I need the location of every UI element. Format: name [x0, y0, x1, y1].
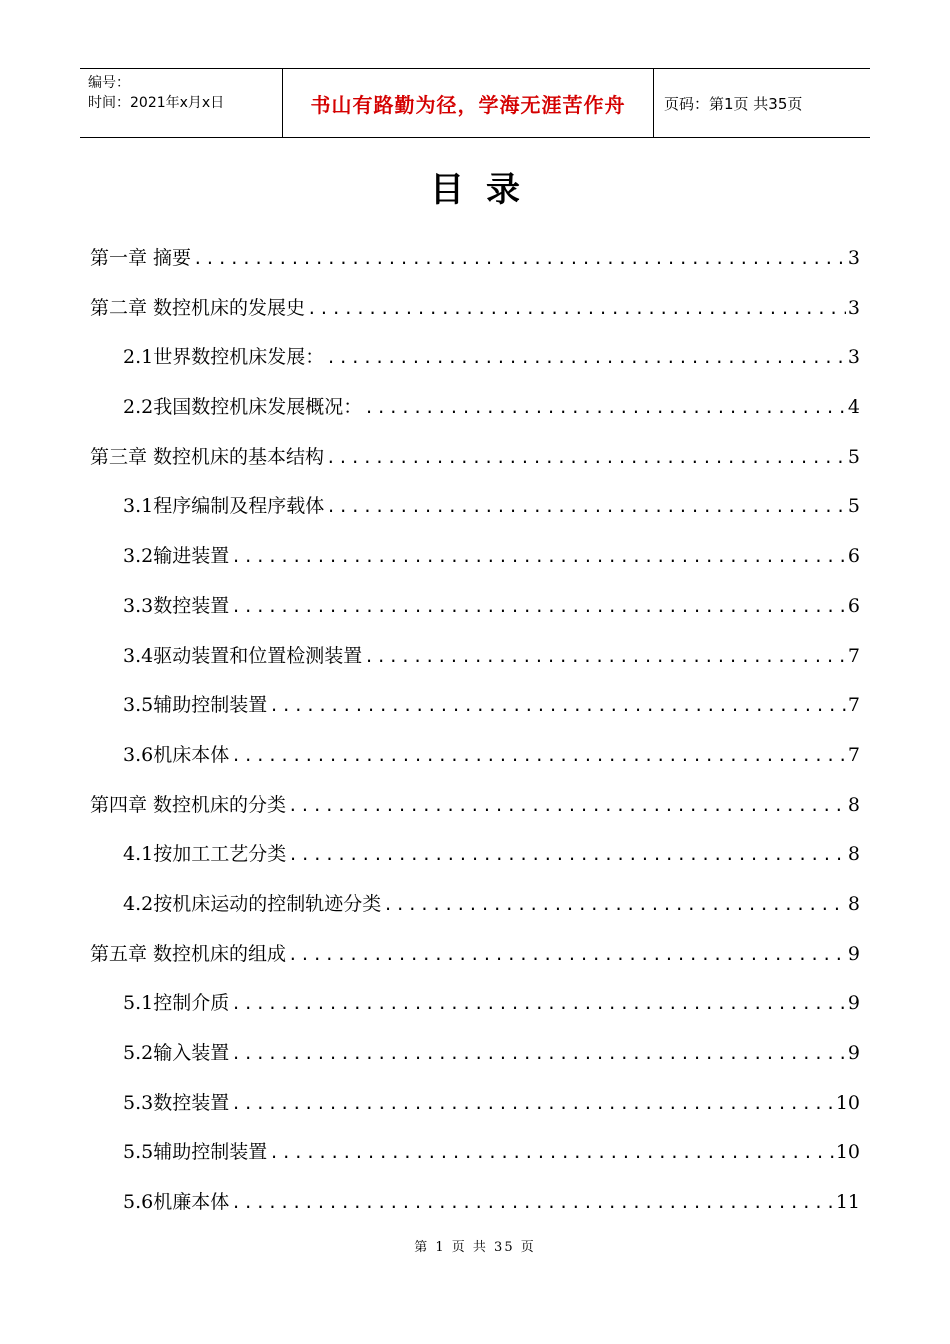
toc-entry[interactable]	[90, 783, 860, 833]
toc-leader-dots	[326, 436, 846, 480]
toc-entry[interactable]	[90, 286, 860, 336]
toc-entry-page-number: 8	[847, 843, 860, 866]
toc-entry[interactable]	[90, 1180, 860, 1230]
page-title: 目录	[430, 170, 542, 210]
toc-leader-dots	[231, 585, 846, 629]
toc-entry-page-number: 9	[847, 992, 860, 1015]
toc-entry[interactable]	[90, 335, 860, 385]
toc-entry-page-number: 6	[847, 594, 860, 617]
toc-entry[interactable]	[90, 981, 860, 1031]
toc-leader-dots	[231, 982, 846, 1026]
toc-entry[interactable]	[90, 435, 860, 485]
toc-entry-page-number: 4	[847, 396, 860, 419]
toc-entry[interactable]	[90, 534, 860, 584]
toc-leader-dots	[231, 734, 846, 778]
toc-entry-label: 5.2输入装置	[123, 1042, 230, 1064]
toc-entry-page-number: 3	[847, 296, 860, 319]
toc-leader-dots	[269, 1131, 834, 1175]
toc-leader-dots	[231, 1082, 834, 1126]
toc-entry-label: 第二章 数控机床的发展史	[90, 296, 306, 319]
toc-entry-label: 2.1世界数控机床发展：	[123, 346, 325, 369]
toc-leader-dots	[288, 833, 846, 877]
toc-leader-dots	[326, 336, 846, 380]
table-of-contents	[90, 236, 860, 1230]
toc-entry[interactable]	[90, 832, 860, 882]
toc-entry[interactable]	[90, 932, 860, 982]
toc-entry[interactable]	[90, 1031, 860, 1081]
toc-entry[interactable]	[90, 484, 860, 534]
toc-entry-label: 5.3数控装置	[123, 1091, 230, 1114]
toc-entry[interactable]	[90, 634, 860, 684]
toc-entry-label: 第四章 数控机床的分类	[90, 793, 287, 816]
time-label: 时间：2021年x月x日	[88, 95, 225, 111]
toc-entry-page-number: 7	[847, 694, 860, 717]
header-motto: 书山有路勤为径，学海无涯苦作舟	[282, 69, 654, 137]
number-label: 编号：	[88, 75, 130, 91]
toc-entry[interactable]	[90, 584, 860, 634]
toc-entry-page-number: 5	[847, 445, 860, 468]
toc-entry-page-number: 3	[847, 346, 860, 369]
toc-entry-page-number: 10	[835, 1141, 860, 1164]
toc-entry[interactable]	[90, 236, 860, 286]
toc-entry-page-number: 7	[847, 743, 860, 766]
toc-entry-page-number: 8	[847, 793, 860, 816]
toc-entry-label: 3.3数控装置	[123, 594, 230, 617]
toc-leader-dots	[193, 237, 846, 281]
toc-entry[interactable]	[90, 385, 860, 435]
toc-leader-dots	[326, 485, 846, 529]
toc-entry-label: 第五章 数控机床的组成	[90, 942, 287, 965]
toc-entry-label: 5.6机廉本体	[123, 1191, 230, 1214]
toc-entry-label: 3.4驱动装置和位置检测装置	[123, 644, 363, 667]
toc-entry-page-number: 11	[835, 1191, 860, 1214]
toc-entry-label: 3.1程序编制及程序载体	[123, 495, 325, 518]
toc-entry-page-number: 9	[847, 942, 860, 965]
toc-entry-page-number: 9	[847, 1042, 860, 1064]
page-header	[80, 68, 870, 138]
toc-entry[interactable]	[90, 683, 860, 733]
toc-entry-label: 3.5辅助控制装置	[123, 694, 268, 717]
toc-entry-page-number: 8	[847, 892, 860, 915]
toc-entry-label: 4.2按机床运动的控制轨迹分类	[123, 892, 382, 915]
toc-entry-label: 4.1按加工工艺分类	[123, 843, 287, 866]
toc-entry-page-number: 7	[847, 644, 860, 667]
toc-leader-dots	[231, 535, 846, 579]
toc-leader-dots	[269, 684, 846, 728]
toc-entry-label: 5.5辅助控制装置	[123, 1141, 268, 1164]
toc-entry-label: 5.1控制介质	[123, 992, 230, 1015]
toc-entry[interactable]	[90, 882, 860, 932]
toc-entry[interactable]	[90, 1081, 860, 1131]
toc-leader-dots	[383, 883, 846, 927]
toc-leader-dots	[364, 386, 846, 430]
toc-entry-page-number: 5	[847, 495, 860, 518]
toc-entry-label: 3.6机床本体	[123, 743, 230, 766]
toc-leader-dots	[231, 1032, 846, 1076]
toc-leader-dots	[288, 933, 846, 977]
toc-entry-page-number: 6	[847, 545, 860, 568]
toc-entry-label: 2.2我国数控机床发展概况：	[123, 396, 363, 419]
header-page-code: 页码：第1页 共35页	[664, 94, 803, 113]
toc-entry-label: 3.2输进装置	[123, 545, 230, 568]
toc-entry[interactable]	[90, 733, 860, 783]
toc-entry-label: 第三章 数控机床的基本结构	[90, 445, 325, 468]
toc-leader-dots	[231, 1181, 834, 1225]
page-footer: 第 1 页 共 35 页	[414, 1240, 536, 1255]
toc-leader-dots	[364, 635, 846, 679]
toc-entry-page-number: 3	[847, 247, 860, 269]
toc-entry[interactable]	[90, 1130, 860, 1180]
header-meta	[80, 69, 282, 137]
toc-leader-dots	[307, 287, 846, 331]
toc-leader-dots	[288, 784, 846, 828]
toc-entry-page-number: 10	[835, 1091, 860, 1114]
toc-entry-label: 第一章 摘要	[90, 247, 192, 269]
